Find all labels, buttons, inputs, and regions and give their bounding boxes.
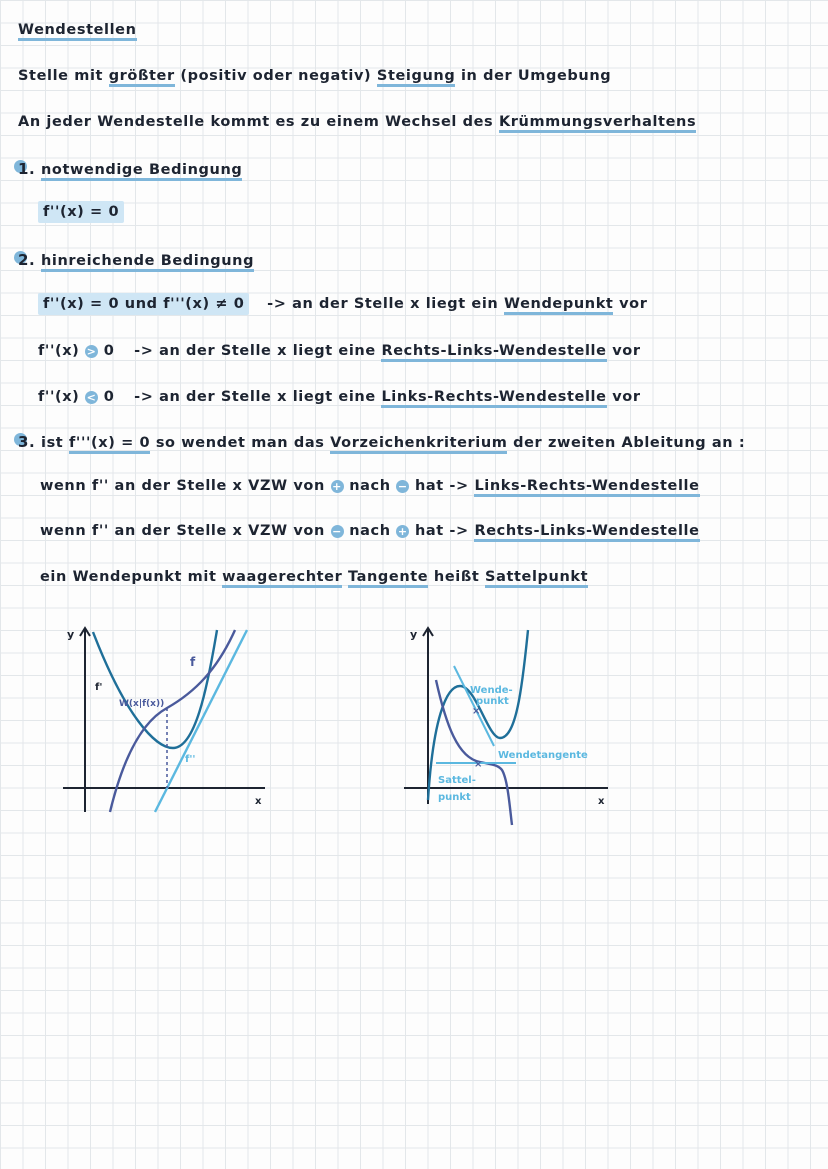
label-f: f (190, 655, 196, 669)
y-axis-label: y (67, 628, 75, 641)
minus-sign: − (397, 479, 408, 493)
figure-inflection-point (55, 620, 275, 820)
label-sattel-1: Sattel- (438, 775, 476, 786)
label-f-prime: f' (95, 682, 103, 693)
greater-sign: > (86, 344, 97, 358)
plus-sign: + (332, 479, 342, 493)
step2-row2: f''(x) > 0 -> an der Stelle x liegt eine Rechts-Links-Wendestelle vor (38, 343, 641, 359)
label-f-double-prime: f'' (185, 754, 196, 765)
label-tangente: Wendetangente (498, 750, 588, 761)
inflection-marker-icon: × (472, 706, 481, 717)
figure-saddle-point (398, 620, 618, 830)
label-sattel-2: punkt (438, 792, 471, 803)
saddle-marker-icon: × (474, 759, 483, 770)
label-wende-2: punkt (476, 696, 509, 707)
saddle-definition: ein Wendepunkt mit waagerechter Tangente heißt Sattelpunkt (40, 569, 588, 585)
step2-row1: f''(x) = 0 und f'''(x) ≠ 0 -> an der Stelle x liegt ein Wendepunkt vor (38, 296, 648, 312)
vzw-row1: wenn f'' an der Stelle x VZW von + nach − hat -> Links-Rechts-Wendestelle (40, 478, 700, 494)
curvature-change-line: An jeder Wendestelle kommt es zu einem Wechsel des Krümmungsverhaltens (18, 114, 696, 130)
definition-line: Stelle mit größter (positiv oder negativ) Steigung in der Umgebung (18, 68, 611, 84)
x-axis-label: x (598, 796, 605, 807)
plus-sign: + (397, 524, 408, 538)
page-title: Wendestellen (18, 22, 137, 38)
minus-sign: − (332, 524, 342, 538)
less-sign: < (86, 390, 97, 404)
step3-number: 3. (18, 433, 36, 451)
step2-heading (18, 251, 254, 269)
f-double-prime-line (155, 630, 247, 812)
step1-number: 1. (18, 160, 36, 178)
label-wende-1: Wende- (470, 685, 513, 696)
f-curve (110, 630, 235, 812)
y-axis-label: y (410, 628, 418, 641)
step2-number: 2. (18, 251, 36, 269)
x-axis-label: x (255, 796, 262, 807)
step1-formula: f''(x) = 0 (38, 204, 124, 220)
step1-heading (18, 160, 242, 178)
vzw-row2: wenn f'' an der Stelle x VZW von − nach + hat -> Rechts-Links-Wendestelle (40, 523, 700, 539)
step2-title: hinreichende Bedingung (41, 253, 254, 272)
f-prime-curve (93, 630, 217, 748)
step1-title: notwendige Bedingung (41, 162, 242, 181)
label-inflection-point: W(x|f(x)) (119, 699, 165, 709)
step2-row3: f''(x) < 0 -> an der Stelle x liegt eine Links-Rechts-Wendestelle vor (38, 389, 641, 405)
step3-heading: 3. ist f'''(x) = 0 so wendet man das Vorzeichenkriterium der zweiten Ableitung an : (18, 433, 745, 451)
